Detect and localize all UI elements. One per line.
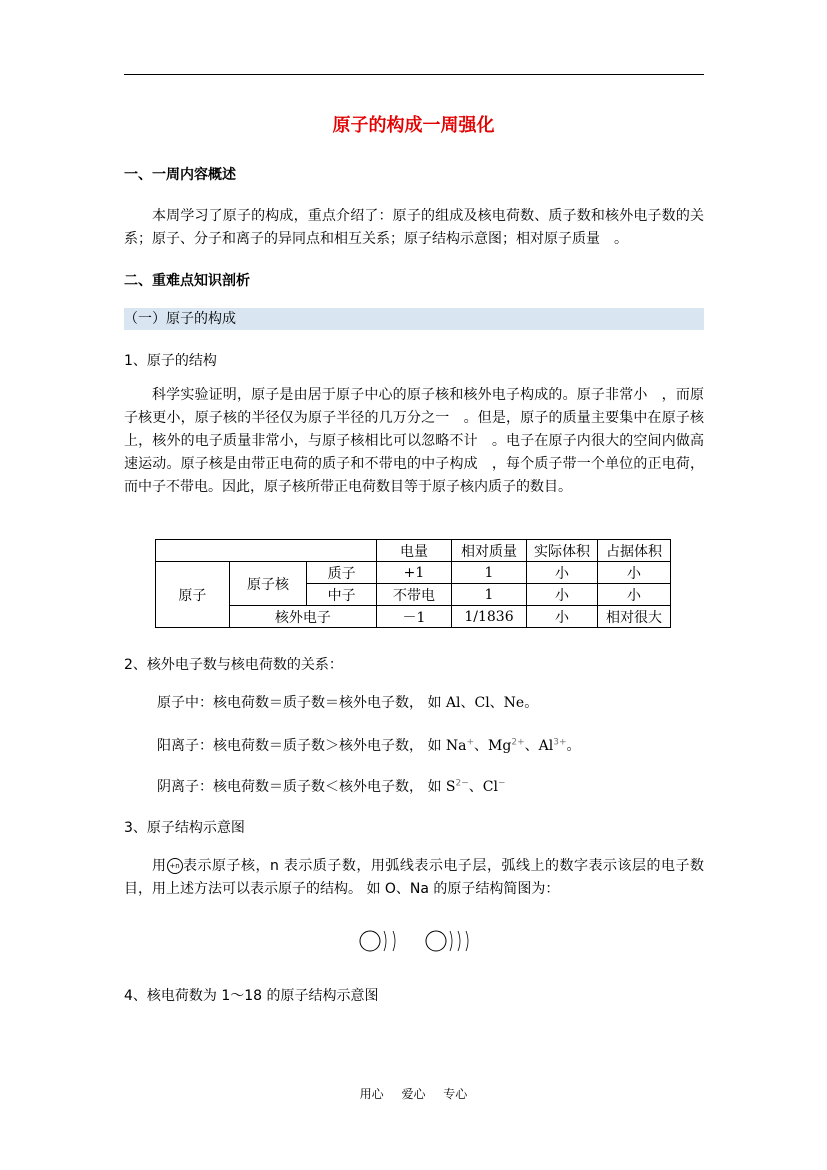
particle-table <box>155 539 671 628</box>
table-header-cell: 电量 <box>377 540 452 562</box>
relation-anion-line <box>157 776 506 796</box>
subheading-atom-structure: 1、原子的结构 <box>124 353 217 369</box>
table-cell: 相对很大 <box>598 606 671 628</box>
sodium-nucleus-circle <box>426 931 446 951</box>
relation-atom-text: 原子中：核电荷数＝质子数＝核外电子数， <box>157 695 423 711</box>
cation-charge-mg: 2+ <box>511 737 525 748</box>
page-footer: 用心 爱心 专心 <box>359 1087 468 1101</box>
oxygen-shell-arc <box>393 931 395 951</box>
table-row <box>156 606 671 628</box>
sodium-shell-arc <box>450 931 452 951</box>
table-cell: 小 <box>598 562 671 584</box>
table-cell: 小 <box>527 562 598 584</box>
anion-example-s: 如 S <box>427 779 456 795</box>
anion-charge-s: 2− <box>455 778 469 789</box>
cation-example-na: 如 Na <box>427 738 467 754</box>
oxygen-shell-arc <box>384 931 386 951</box>
table-header-cell: 实际体积 <box>527 540 598 562</box>
relation-cation-line <box>157 735 581 755</box>
atom-label-cell: 原子 <box>156 562 230 628</box>
section-heading-analysis: 二、重难点知识剖析 <box>124 273 250 289</box>
structure-para-rest: 表示原子核，n 表示质子数，用弧线表示电子层，弧线上的数字表示该层的电子数目，用上述方法可以表示原子的结构。 如 O、Na 的原子结构简图为： <box>124 858 705 897</box>
relation-atom-example: 如 Al、Cl、Ne。 <box>427 695 539 711</box>
table-header-row <box>156 540 671 562</box>
table-cell: 1 <box>452 562 527 584</box>
table-cell: 小 <box>598 584 671 606</box>
nucleus-symbol-text: +n <box>169 862 180 870</box>
row-label-cell: 中子 <box>307 584 377 606</box>
table-cell: +1 <box>377 562 452 584</box>
subheading-structure-1-18: 4、核电荷数为 1～18 的原子结构示意图 <box>124 988 379 1004</box>
table-cell: 小 <box>527 584 598 606</box>
subheading-electron-relation: 2、核外电子数与核电荷数的关系： <box>124 657 343 673</box>
page-title: 原子的构成一周强化 <box>332 115 495 136</box>
sodium-structure <box>426 931 468 951</box>
overview-paragraph: 本周学习了原子的构成，重点介绍了：原子的组成及核电荷数、质子数和核外电子数的关系；原子、分子和离子的异同点和相互关系；原子结构示意图；相对原子质量 。 <box>124 208 704 247</box>
row-label-cell: 核外电子 <box>229 606 376 628</box>
header-rule <box>124 74 704 75</box>
table-cell: －1 <box>377 606 452 628</box>
cation-example-mg: 、Mg <box>474 738 512 754</box>
sodium-shell-arc <box>458 931 460 951</box>
nucleus-label-cell: 原子核 <box>229 562 307 606</box>
atom-structure-paragraph: 科学实验证明，原子是由居于原子中心的原子核和核外电子构成的。原子非常小 ，而原子核更小，原子核的半径仅为原子半径的几万分之一 。但是，原子的质量主要集中在原子核上，核外的电子质量非常小，与原子核相比可以忽略不计 。电子在原子内很大的空间内做高速运动。原子核是由带正电荷的质子和不带电的中子构成 ，每个质子带一个单位的正电荷，而中子不带电。因此，原子核所带正电荷数目等于原子核内质子的数目。 <box>124 387 704 495</box>
row-label-cell: 质子 <box>307 562 377 584</box>
nucleus-symbol-icon <box>167 858 183 874</box>
subheading-structure-diagram: 3、原子结构示意图 <box>124 820 245 836</box>
relation-anion-text: 阴离子：核电荷数＝质子数＜核外电子数， <box>157 779 423 795</box>
anion-example-cl: 、Cl <box>468 779 498 795</box>
table-header-cell: 占据体积 <box>598 540 671 562</box>
table-cell: 1/1836 <box>452 606 527 628</box>
subsection-band <box>124 308 704 330</box>
oxygen-nucleus-circle <box>360 931 380 951</box>
cation-charge-na: + <box>466 737 475 748</box>
structure-para-start: 用 <box>152 858 167 874</box>
cation-example-end: 。 <box>566 738 581 754</box>
section-heading-overview: 一、一周内容概述 <box>124 167 236 183</box>
table-cell: 不带电 <box>377 584 452 606</box>
structure-diagram-paragraph <box>124 855 704 901</box>
table-row <box>156 562 671 584</box>
anion-charge-cl: − <box>497 778 506 789</box>
cation-example-al: 、Al <box>524 738 554 754</box>
table-cell: 小 <box>527 606 598 628</box>
cation-charge-al: 3+ <box>553 737 567 748</box>
sodium-shell-arc <box>466 931 468 951</box>
relation-cation-text: 阳离子：核电荷数＝质子数＞核外电子数， <box>157 738 423 754</box>
table-corner-cell <box>156 540 377 562</box>
atomic-structure-diagram <box>355 926 495 956</box>
subsection-band-label: （一）原子的构成 <box>124 311 236 327</box>
relation-atom-line <box>157 692 538 712</box>
oxygen-structure <box>360 931 395 951</box>
table-cell: 1 <box>452 584 527 606</box>
table-header-cell: 相对质量 <box>452 540 527 562</box>
